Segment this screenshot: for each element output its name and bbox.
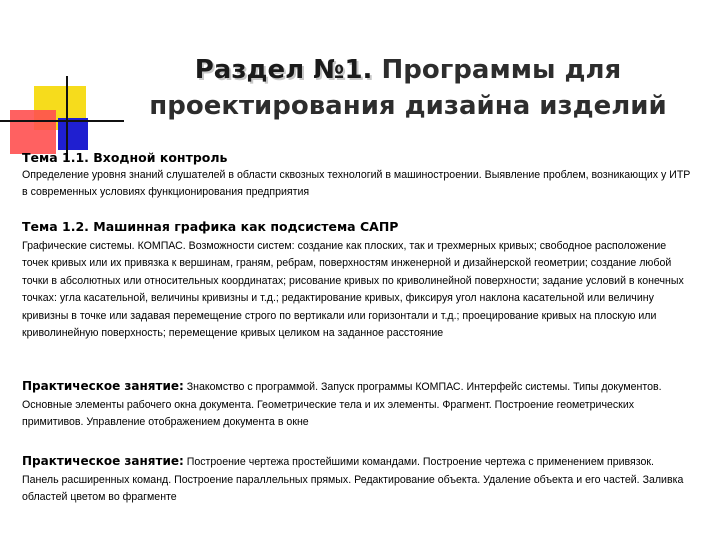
topic-1-2-text: Графические системы. КОМПАС. Возможности систем: создание как плоских, так и трехмерных кривых; свободное расположение точек кривых или их привязка к вершинам, граням, ребрам, поверхностям инженерной и дизайнерской геометрии; создание любой точки в абсолютных или относительных координатах; рисование кривых по криволинейной поверхности; задание условий в конечных точках: угла касательной, величины кривизны и т.д.; редактирование кривых, фиксируя угол наклона касательной или величину кривизны в точке или задавая перемещение строго по вертикали или горизонтали и т.д.; проецирование кривых на плоскую или криволинейную поверхность; перемещение кривых целиком на заданное расстояние bbox=[22, 240, 684, 340]
title-text: Программы для проектирования дизайна изделий bbox=[149, 55, 667, 121]
practice-2 bbox=[22, 453, 692, 507]
practice-1 bbox=[22, 378, 692, 432]
practice-1-paragraph bbox=[22, 378, 692, 432]
topic-1-1 bbox=[22, 150, 692, 202]
title-section-number: Раздел №1. bbox=[194, 55, 373, 85]
topic-1-2-heading: Тема 1.2. Машинная графика как подсистема САПР bbox=[22, 219, 399, 234]
topic-1-1-heading: Тема 1.1. Входной контроль bbox=[22, 150, 228, 165]
logo-horizontal-line bbox=[0, 120, 124, 122]
logo-red-square bbox=[10, 110, 56, 154]
topic-1-1-text: Определение уровня знаний слушателей в области сквозных технологий в машиностроении. Выявление проблем, возникающих у ИТР в современных условиях функционирования предприятия bbox=[22, 169, 691, 199]
practice-2-label: Практическое занятие: bbox=[22, 454, 184, 468]
logo-blue-square bbox=[58, 118, 88, 150]
practice-2-text: Построение чертежа простейшими командами. Построение чертежа с применением привязок. Панель расширенных команд. Построение параллельных прямых. Редактирование объекта. Удаление объекта и его частей. Заливка областей цветом во фрагменте bbox=[22, 456, 684, 504]
practice-1-label: Практическое занятие: bbox=[22, 379, 184, 393]
logo-vertical-line bbox=[66, 76, 68, 160]
slide-title bbox=[108, 52, 708, 124]
topic-1-2 bbox=[22, 219, 692, 342]
practice-2-paragraph bbox=[22, 453, 692, 507]
practice-1-text: Знакомство с программой. Запуск программы КОМПАС. Интерфейс системы. Типы документов. Основные элементы рабочего окна документа. Геометрические тела и их элементы. Фрагмент. Построение геометрических примитивов. Управление отображением документа в окне bbox=[22, 381, 662, 429]
